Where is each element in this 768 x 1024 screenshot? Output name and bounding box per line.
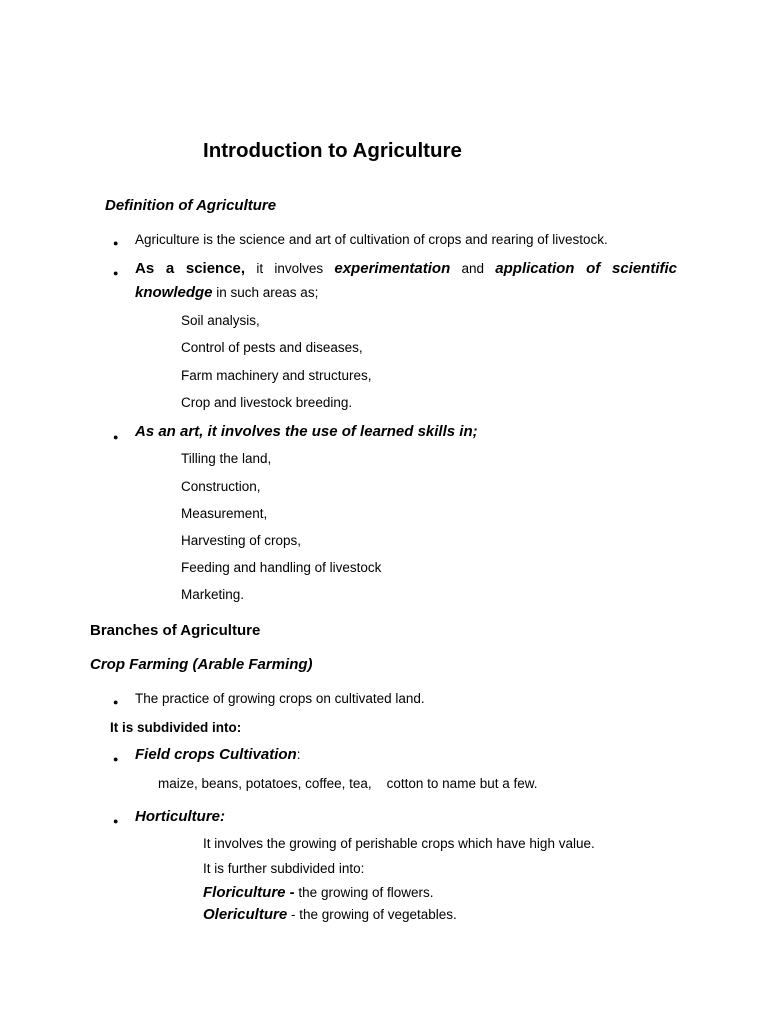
bullet-icon [113, 813, 118, 826]
list-item: Farm machinery and structures, [181, 368, 372, 383]
definition-text: Agriculture is the science and art of cultivation of crops and rearing of livestock. [135, 232, 608, 247]
list-item: Harvesting of crops, [181, 533, 302, 548]
list-item: Tilling the land, [181, 451, 272, 466]
science-emphasis-1: experimentation [334, 260, 451, 277]
bullet-icon [113, 694, 118, 707]
bullet-icon [113, 235, 118, 248]
crop-farming-text: The practice of growing crops on cultivated land. [135, 691, 425, 706]
science-line-2 [135, 284, 318, 301]
bullet-icon [113, 429, 118, 442]
list-item: Crop and livestock breeding. [181, 395, 353, 410]
bullet-icon [113, 751, 118, 764]
olericulture-line [203, 906, 457, 923]
definition-heading: Definition of Agriculture [105, 197, 277, 214]
art-lead: As an art, it involves the use of learned skills in; [135, 423, 478, 440]
science-emphasis-3: knowledge [135, 284, 213, 301]
olericulture-desc: - the growing of vegetables. [287, 907, 457, 922]
field-crops-examples: maize, beans, potatoes, coffee, tea, cotton to name but a few. [158, 776, 538, 791]
list-item: Feeding and handling of livestock [181, 560, 382, 575]
floriculture-line [203, 884, 434, 901]
science-text-2: and [450, 261, 496, 276]
field-crops-colon: : [296, 747, 301, 762]
science-line [135, 260, 677, 277]
science-text-3: in such areas as; [212, 285, 319, 300]
science-lead: As a science, [135, 260, 246, 277]
list-item: Soil analysis, [181, 313, 260, 328]
horticulture-label: Horticulture: [135, 808, 225, 825]
field-crops-line [135, 746, 300, 763]
field-crops-label: Field crops Cultivation [135, 746, 297, 763]
list-item: Marketing. [181, 587, 245, 602]
list-item: Control of pests and diseases, [181, 340, 363, 355]
science-emphasis-2: application of scientific [495, 260, 677, 277]
list-item: Construction, [181, 479, 261, 494]
science-text-1: it involves [245, 261, 335, 276]
bullet-icon [113, 265, 118, 278]
floriculture-term: Floriculture - [203, 884, 295, 901]
floriculture-desc: the growing of flowers. [294, 885, 434, 900]
branches-heading: Branches of Agriculture [90, 622, 261, 639]
page-title: Introduction to Agriculture [203, 139, 462, 162]
subdivided-label: It is subdivided into: [110, 720, 242, 735]
horticulture-line-2: It is further subdivided into: [203, 861, 365, 876]
crop-farming-heading: Crop Farming (Arable Farming) [90, 656, 313, 673]
horticulture-line-1: It involves the growing of perishable crops which have high value. [203, 836, 595, 851]
list-item: Measurement, [181, 506, 268, 521]
olericulture-term: Olericulture [203, 906, 288, 923]
